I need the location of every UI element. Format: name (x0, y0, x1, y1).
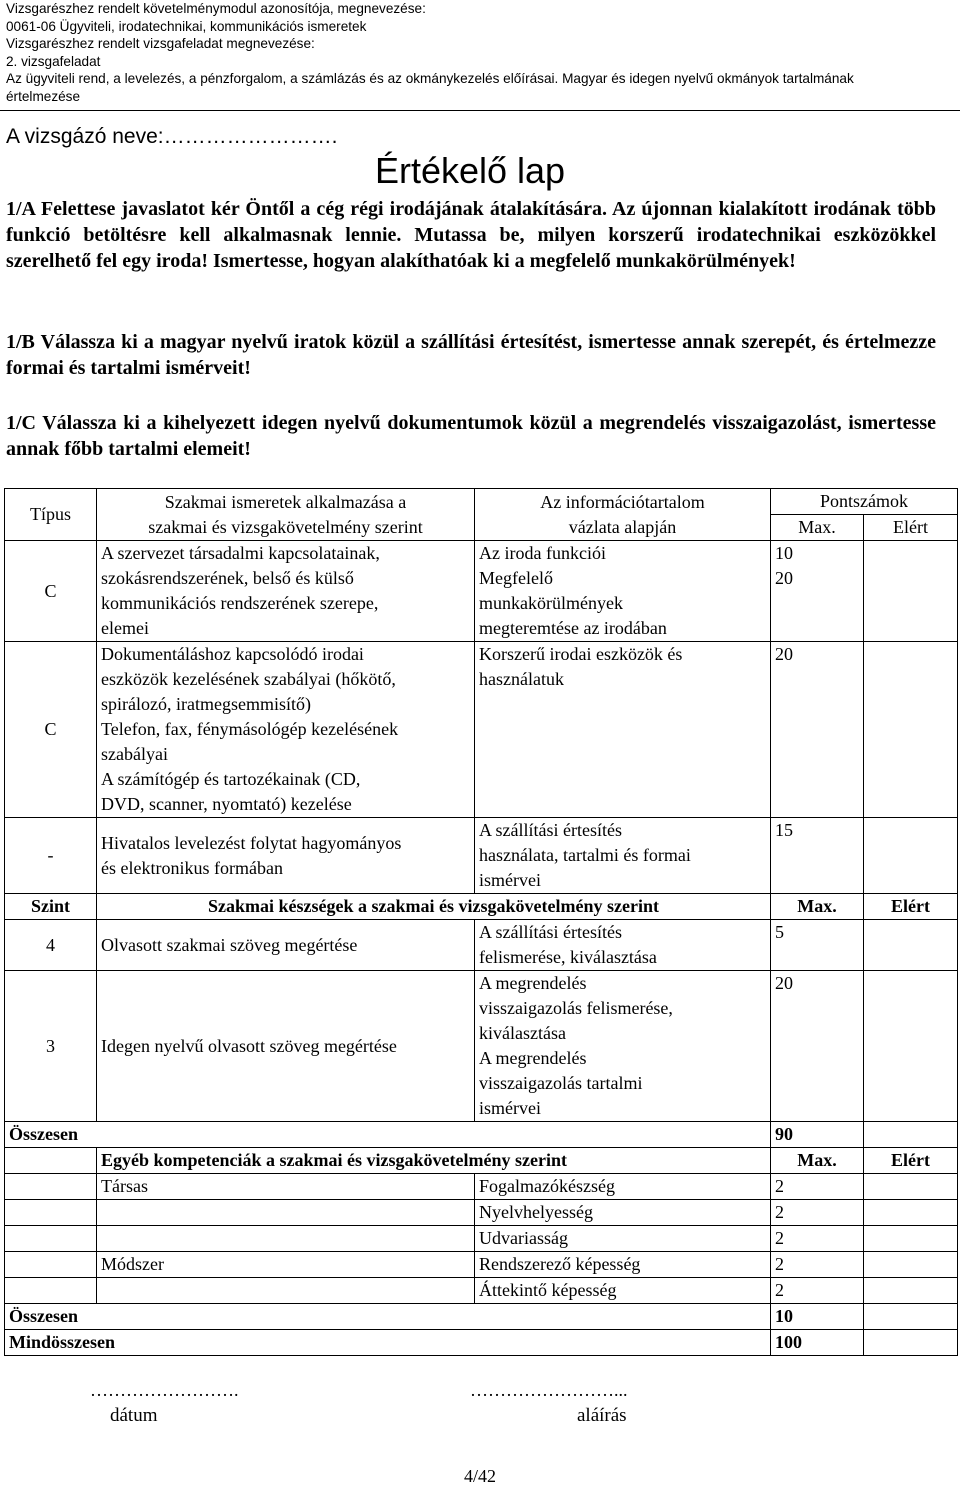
page-number: 4/42 (463, 1466, 496, 1486)
task-1b: 1/B Válassza ki a magyar nyelvű iratok közül a szállítási értesítést, ismertesse annak szerepét, és értelmezze formai és tartalmi ismérveit! (6, 331, 936, 379)
table-header-row (5, 489, 958, 515)
knowledge-cell: A szervezet társadalmi kapcsolatainak, szokásrendszerének, belső és külső kommunikációs rendszerének szerepe, elemei (97, 541, 475, 642)
item-cell: Nyelvhelyesség (475, 1200, 771, 1226)
header-line: értelmezése (6, 88, 81, 104)
level-header: Szint (5, 894, 97, 920)
task-1a: 1/A Felettese javaslatot kér Öntől a cég régi irodájának átalakítására. Az újonnan kialakított irodának több funkció betöltésre kell alkalmasnak lennie. Mutassa be, milyen korszerű irodatechnikai eszközökkel szerelhető fel egy iroda! Ismertesse, hogyan alakíthatóak ki a megfelelő munkakörülmények! (6, 198, 936, 272)
table-row (5, 818, 958, 894)
subtotal-row (5, 1304, 958, 1330)
group-cell (97, 1200, 475, 1226)
col-achieved-header: Elért (864, 894, 958, 920)
achieved-cell[interactable] (864, 971, 958, 1122)
achieved-cell[interactable] (864, 920, 958, 971)
group-cell (97, 1226, 475, 1252)
info-cell: Korszerű irodai eszközök és használatuk (475, 642, 771, 818)
col-max-header: Max. (771, 1148, 864, 1174)
blank-cell (5, 1278, 97, 1304)
col-knowledge-header: Szakmai ismeretek alkalmazása a szakmai és vizsgakövetelmény szerint (97, 489, 475, 541)
group-cell: Módszer (97, 1252, 475, 1278)
signature-label: aláírás (577, 1405, 627, 1426)
item-cell: Áttekintő képesség (475, 1278, 771, 1304)
max-cell: 2 (771, 1174, 864, 1200)
header-line: Vizsgarészhez rendelt követelménymodul azonosítója, megnevezése: (6, 1, 426, 16)
signature-line: ……………………... (470, 1380, 628, 1400)
header-line: 2. vizsgafeladat (6, 53, 101, 69)
max-cell: 10 20 (771, 541, 864, 642)
task-1c: 1/C Válassza ki a kihelyezett idegen nyelvű dokumentumok közül a megrendelés visszaigazolást, ismertesse annak főbb tartalmi elemeit! (6, 412, 936, 460)
type-cell: - (5, 818, 97, 894)
table-row (5, 1278, 958, 1304)
item-cell: Udvariasság (475, 1226, 771, 1252)
table-row (5, 1200, 958, 1226)
col-achieved-header: Elért (864, 515, 958, 541)
max-cell: 100 (771, 1330, 864, 1356)
knowledge-cell: Dokumentáláshoz kapcsolódó irodai eszközök kezelésének szabályai (hőkötő, spirálozó, iratmegsemmisítő) Telefon, fax, fénymásológép kezelésének szabályai A számítógép és tartozékainak (CD, DVD, scanner, nyomtató) kezelése (97, 642, 475, 818)
other-header: Egyéb kompetenciák a szakmai és vizsgakövetelmény szerint (97, 1148, 771, 1174)
header-line: 0061-06 Ügyviteli, irodatechnikai, kommunikációs ismeretek (6, 18, 367, 34)
col-info-header: Az információtartalom vázlata alapján (475, 489, 771, 541)
blank-cell (5, 1174, 97, 1200)
group-cell: Társas (97, 1174, 475, 1200)
other-header-row (5, 1148, 958, 1174)
max-cell: 5 (771, 920, 864, 971)
subtotal-label: Összesen (5, 1304, 771, 1330)
max-cell: 10 (771, 1304, 864, 1330)
grand-total-label: Mindösszesen (5, 1330, 771, 1356)
achieved-cell[interactable] (864, 1278, 958, 1304)
level-cell: 4 (5, 920, 97, 971)
knowledge-cell: Hivatalos levelezést folytat hagyományos és elektronikus formában (97, 818, 475, 894)
blank-cell (5, 1148, 97, 1174)
achieved-cell[interactable] (864, 1122, 958, 1148)
table-row (5, 920, 958, 971)
max-cell: 2 (771, 1226, 864, 1252)
type-cell: C (5, 642, 97, 818)
col-points-header: Pontszámok (771, 489, 958, 515)
table-row (5, 642, 958, 818)
skills-header: Szakmai készségek a szakmai és vizsgakövetelmény szerint (97, 894, 771, 920)
blank-cell (5, 1200, 97, 1226)
date-label: dátum (110, 1405, 158, 1426)
achieved-cell[interactable] (864, 1200, 958, 1226)
table-row (5, 1174, 958, 1200)
col-max-header: Max. (771, 515, 864, 541)
grand-total-row (5, 1330, 958, 1356)
subtotal-row (5, 1122, 958, 1148)
max-cell: 15 (771, 818, 864, 894)
skills-header-row (5, 894, 958, 920)
achieved-cell[interactable] (864, 1304, 958, 1330)
item-cell: Fogalmazókészség (475, 1174, 771, 1200)
subtotal-label: Összesen (5, 1122, 771, 1148)
col-achieved-header: Elért (864, 1148, 958, 1174)
info-cell: A szállítási értesítés használata, tartalmi és formai ismérvei (475, 818, 771, 894)
group-cell (97, 1278, 475, 1304)
page-title: Értékelő lap (374, 150, 566, 191)
achieved-cell[interactable] (864, 541, 958, 642)
info-cell: Az iroda funkciói Megfelelő munkakörülmények megteremtése az irodában (475, 541, 771, 642)
achieved-cell[interactable] (864, 1226, 958, 1252)
header-line: Vizsgarészhez rendelt vizsgafeladat megnevezése: (6, 36, 315, 51)
max-cell: 2 (771, 1252, 864, 1278)
header-divider (0, 110, 960, 111)
achieved-cell[interactable] (864, 1174, 958, 1200)
max-cell: 20 (771, 971, 864, 1122)
info-cell: A szállítási értesítés felismerése, kiválasztása (475, 920, 771, 971)
table-row (5, 971, 958, 1122)
examinee-name-field: A vizsgázó neve:……………………. (6, 125, 338, 148)
date-line: ……………………. (90, 1380, 239, 1400)
achieved-cell[interactable] (864, 818, 958, 894)
info-cell: A megrendelés visszaigazolás felismerése, kiválasztása A megrendelés visszaigazolás tartalmi ismérvei (475, 971, 771, 1122)
table-row (5, 1252, 958, 1278)
item-cell: Rendszerező képesség (475, 1252, 771, 1278)
max-cell: 2 (771, 1200, 864, 1226)
table-row (5, 1226, 958, 1252)
max-cell: 20 (771, 642, 864, 818)
type-cell: C (5, 541, 97, 642)
skill-cell: Idegen nyelvű olvasott szöveg megértése (97, 971, 475, 1122)
header-line: Az ügyviteli rend, a levelezés, a pénzforgalom, a számlázás és az okmánykezelés előírásai. Magyar és idegen nyelvű okmányok tartalmának (6, 71, 854, 86)
skill-cell: Olvasott szakmai szöveg megértése (97, 920, 475, 971)
achieved-cell[interactable] (864, 642, 958, 818)
blank-cell (5, 1252, 97, 1278)
blank-cell (5, 1226, 97, 1252)
col-type-header: Típus (5, 489, 97, 541)
level-cell: 3 (5, 971, 97, 1122)
table-row (5, 541, 958, 642)
evaluation-table (4, 488, 958, 1356)
max-cell: 2 (771, 1278, 864, 1304)
document-header (6, 0, 946, 105)
achieved-cell[interactable] (864, 1330, 958, 1356)
achieved-cell[interactable] (864, 1252, 958, 1278)
max-cell: 90 (771, 1122, 864, 1148)
col-max-header: Max. (771, 894, 864, 920)
